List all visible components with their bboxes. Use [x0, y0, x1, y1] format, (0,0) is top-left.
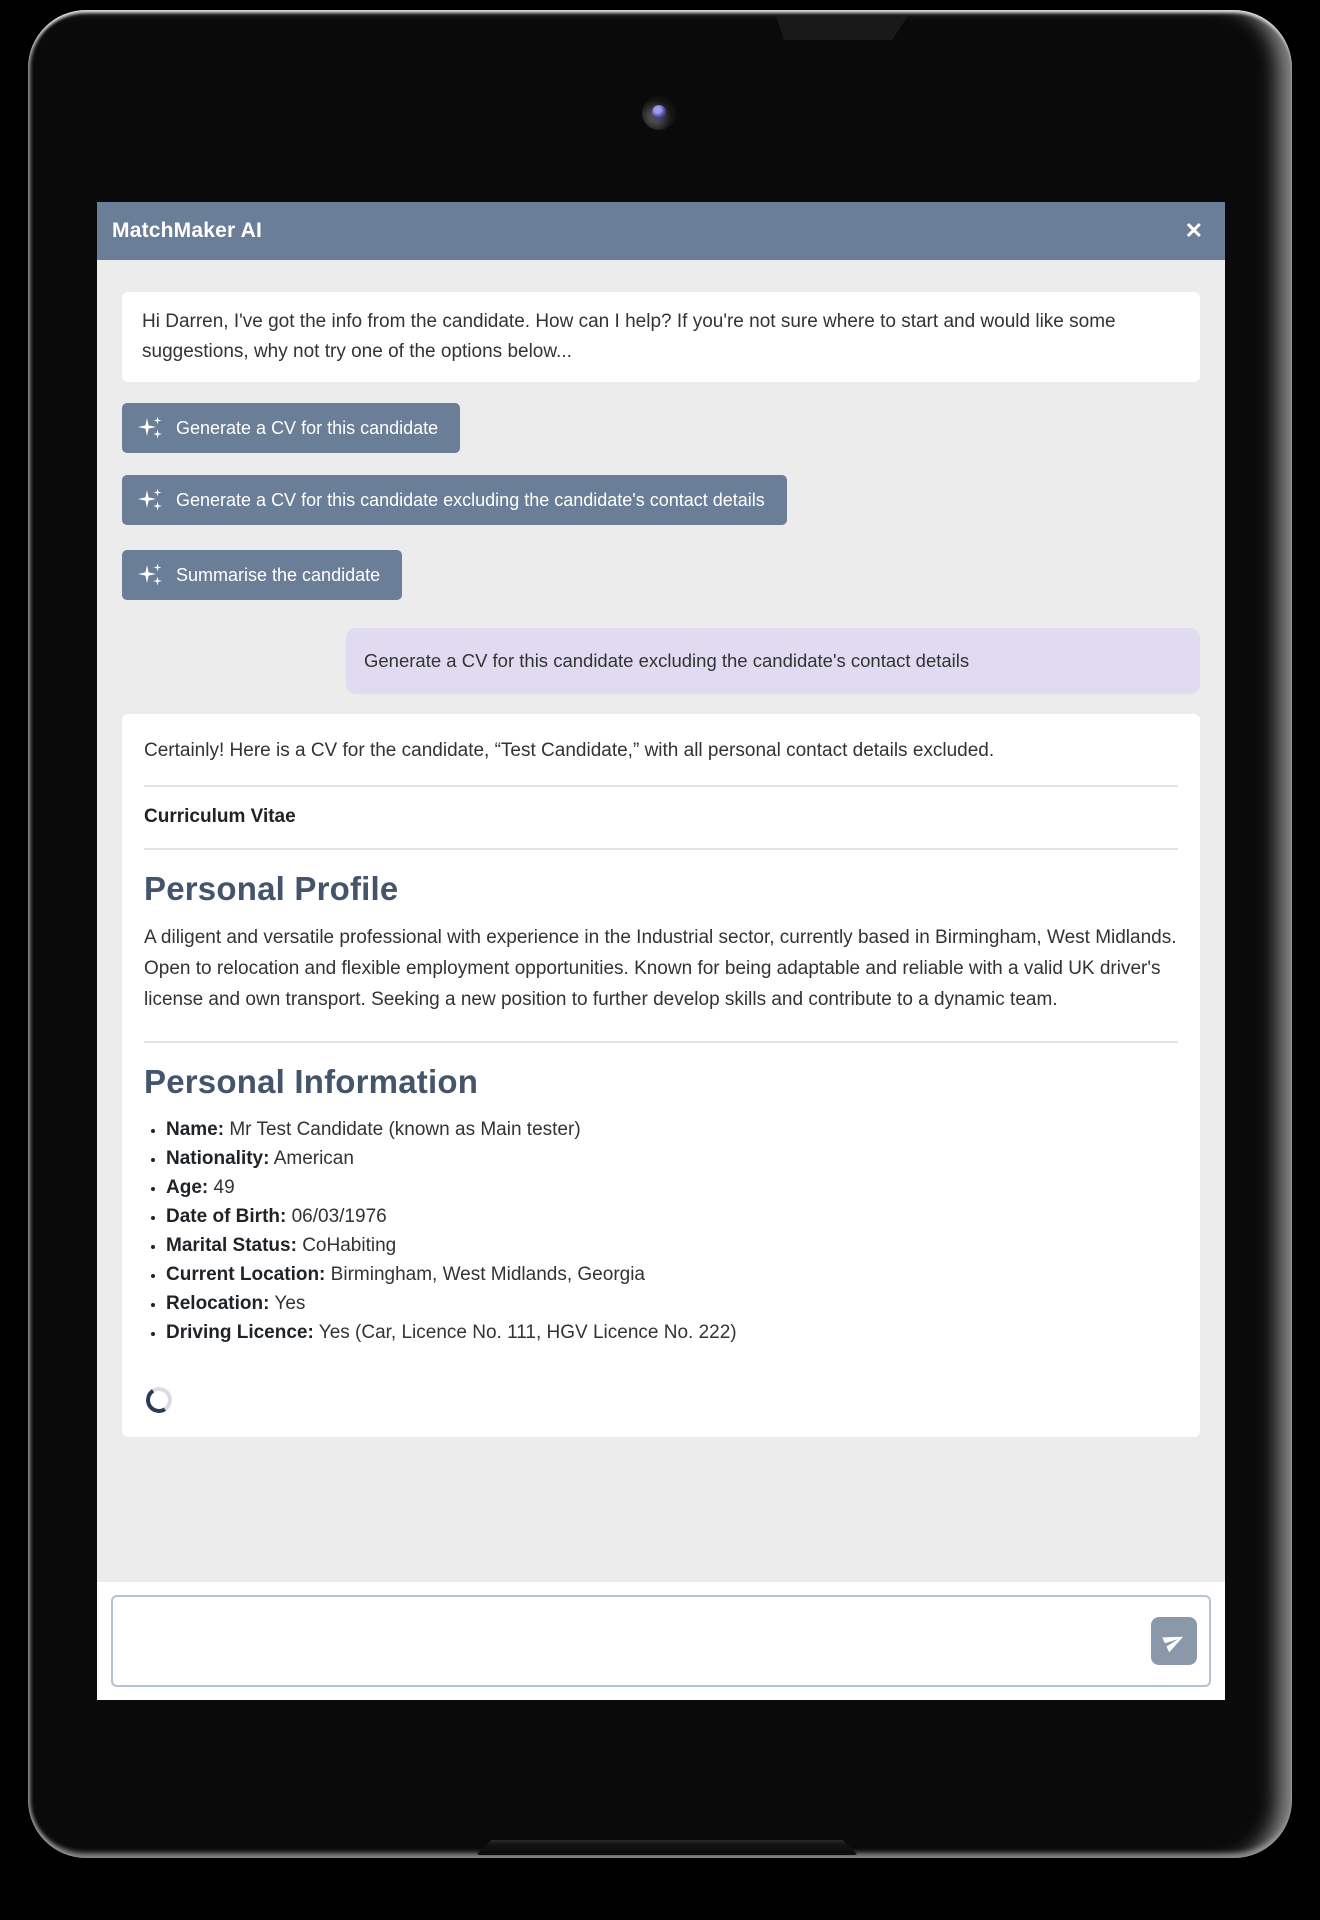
item-label: Driving Licence:	[166, 1322, 314, 1343]
item-label: Age:	[166, 1177, 209, 1198]
item-value: 06/03/1976	[291, 1206, 387, 1227]
list-item	[166, 1289, 1178, 1318]
close-icon: ✕	[1184, 218, 1203, 243]
cv-info-list	[144, 1115, 1178, 1347]
suggestion-label: Generate a CV for this candidate	[176, 417, 439, 438]
chat-footer	[97, 1582, 1225, 1700]
chat-window	[97, 202, 1225, 1700]
tablet-stand	[476, 1840, 858, 1855]
item-label: Current Location:	[166, 1264, 326, 1285]
suggestion-button-generate-cv[interactable]	[122, 403, 460, 453]
bot-response-message	[122, 714, 1200, 1437]
item-value: CoHabiting	[302, 1235, 397, 1256]
camera-icon	[642, 96, 676, 130]
chat-body	[97, 260, 1225, 1582]
item-value: Mr Test Candidate (known as Main tester)	[229, 1119, 581, 1140]
paper-plane-icon	[1159, 1626, 1188, 1655]
user-message: Generate a CV for this candidate excluding the candidate's contact details	[346, 628, 1200, 694]
section-divider	[144, 848, 1178, 850]
item-value: American	[273, 1148, 354, 1169]
cv-doc-title: Curriculum Vitae	[144, 806, 296, 827]
sparkles-icon	[138, 563, 162, 587]
section-divider	[144, 1041, 1178, 1043]
item-label: Marital Status:	[166, 1235, 297, 1256]
tablet-frame	[28, 10, 1292, 1858]
sparkles-icon	[138, 488, 162, 512]
app-title: MatchMaker AI	[112, 219, 263, 242]
suggestion-label: Summarise the candidate	[176, 564, 381, 585]
sparkles-icon	[138, 416, 162, 440]
item-label: Nationality:	[166, 1148, 270, 1169]
list-item	[166, 1173, 1178, 1202]
item-value: Yes (Car, Licence No. 111, HGV Licence No. 222)	[318, 1322, 737, 1343]
item-label: Name:	[166, 1119, 225, 1140]
item-value: Yes	[274, 1293, 306, 1314]
list-item	[166, 1202, 1178, 1231]
suggestion-button-summarise[interactable]	[122, 550, 402, 600]
cv-profile-text: A diligent and versatile professional with experience in the Industrial sector, currently based in Birmingham, West Midlands. Open to relocation and flexible employment opportunities. Known for being adaptable and reliable with a valid UK driver's license and own transport. Seeking a new position to further develop skills and contribute to a dynamic team.	[144, 927, 1177, 1010]
item-value: 49	[213, 1177, 235, 1198]
suggestion-button-generate-cv-no-contact[interactable]	[122, 475, 787, 525]
section-divider	[144, 785, 1178, 787]
item-label: Date of Birth:	[166, 1206, 287, 1227]
send-button[interactable]	[1151, 1617, 1197, 1665]
cv-profile-heading: Personal Profile	[144, 870, 399, 907]
camera-lens	[652, 105, 666, 119]
list-item	[166, 1231, 1178, 1260]
composer	[111, 1595, 1211, 1687]
chat-header	[97, 202, 1225, 260]
list-item	[166, 1144, 1178, 1173]
close-button[interactable]	[1185, 220, 1203, 242]
cv-intro: Certainly! Here is a CV for the candidate, “Test Candidate,” with all personal contact details excluded.	[144, 740, 995, 761]
cv-info-heading: Personal Information	[144, 1063, 479, 1100]
item-value: Birmingham, West Midlands, Georgia	[330, 1264, 645, 1285]
loading-spinner-icon	[144, 1385, 175, 1416]
list-item	[166, 1318, 1178, 1347]
suggestion-label: Generate a CV for this candidate excluding the candidate's contact details	[176, 489, 765, 510]
list-item	[166, 1260, 1178, 1289]
list-item	[166, 1115, 1178, 1144]
tablet-top-button	[776, 16, 908, 40]
bot-greeting-message: Hi Darren, I've got the info from the candidate. How can I help? If you're not sure where to start and would like some suggestions, why not try one of the options below...	[122, 292, 1200, 382]
item-label: Relocation:	[166, 1293, 270, 1314]
message-input[interactable]	[111, 1595, 1211, 1687]
